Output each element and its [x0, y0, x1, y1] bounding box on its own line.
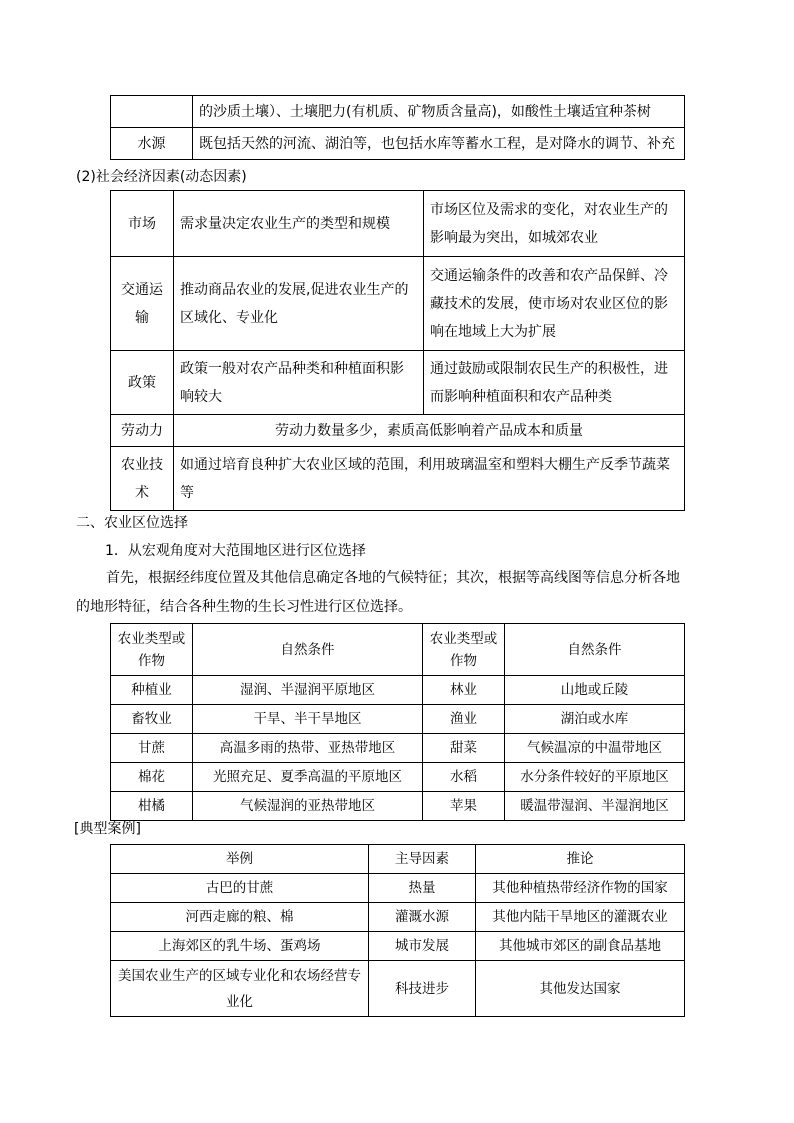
condition-cell: 湿润、半湿润平原地区 — [193, 676, 423, 705]
socio-economic-factors-table — [110, 190, 685, 511]
condition-cell: 暖温带湿润、半湿润地区 — [505, 792, 685, 821]
inference-cell: 其他发达国家 — [476, 961, 685, 1017]
table-row — [111, 191, 685, 257]
table-row — [111, 705, 685, 734]
example-cell: 上海郊区的乳牛场、蛋鸡场 — [111, 932, 369, 961]
crop-cell: 柑橘 — [111, 792, 193, 821]
case-heading: [典型案例] — [74, 821, 141, 837]
factor-effect-cell: 需求量决定农业生产的类型和规模 — [174, 191, 424, 257]
paragraph: 首先，根据经纬度位置及其他信息确定各地的气候特征；其次，根据等高线图等信息分析各地的地形特征，结合各种生物的生长习性进行区位选择。 — [76, 570, 680, 615]
condition-cell: 高温多雨的热带、亚热带地区 — [193, 734, 423, 763]
factor-desc-cell: 既包括天然的河流、湖泊等，也包括水库等蓄水工程，是对降水的调节、补充 — [193, 128, 685, 160]
factor-cell: 热量 — [369, 874, 476, 903]
header-cell: 推论 — [476, 845, 685, 874]
natural-factors-table-continued — [110, 95, 685, 160]
factor-name-cell: 水源 — [111, 128, 193, 160]
table-row — [111, 903, 685, 932]
condition-cell: 湖泊或水库 — [505, 705, 685, 734]
factor-effect-cell: 如通过培育良种扩大农业区域的范围，利用玻璃温室和塑料大棚生产反季节蔬菜等 — [174, 447, 685, 511]
condition-cell: 光照充足、夏季高温的平原地区 — [193, 763, 423, 792]
factor-cell: 科技进步 — [369, 961, 476, 1017]
table-header-row — [111, 845, 685, 874]
table-row — [111, 96, 685, 128]
table-row — [111, 792, 685, 821]
typical-cases-table — [110, 844, 685, 1017]
header-cell: 自然条件 — [193, 624, 423, 676]
factor-detail-cell: 通过鼓励或限制农民生产的积极性，进而影响种植面积和农产品种类 — [424, 351, 685, 415]
factor-name-cell: 交通运输 — [111, 257, 174, 351]
factor-cell: 灌溉水源 — [369, 903, 476, 932]
factor-detail-cell: 市场区位及需求的变化，对农业生产的影响最为突出，如城郊农业 — [424, 191, 685, 257]
table-row — [111, 676, 685, 705]
subsection-heading: 1．从宏观角度对大范围地区进行区位选择 — [105, 543, 366, 559]
section-heading-2: 二、农业区位选择 — [76, 515, 188, 531]
condition-cell: 干旱、半干旱地区 — [193, 705, 423, 734]
table-row — [111, 447, 685, 511]
factor-cell: 城市发展 — [369, 932, 476, 961]
factor-detail-cell: 交通运输条件的改善和农产品保鲜、冷藏技术的发展，使市场对农业区位的影响在地域上大为扩展 — [424, 257, 685, 351]
table-row — [111, 351, 685, 415]
table-row — [111, 128, 685, 160]
header-cell: 农业类型或作物 — [423, 624, 505, 676]
example-cell: 河西走廊的粮、棉 — [111, 903, 369, 932]
factor-effect-cell: 政策一般对农产品种类和种植面积影响较大 — [174, 351, 424, 415]
condition-cell: 气候温凉的中温带地区 — [505, 734, 685, 763]
crop-cell: 甜菜 — [423, 734, 505, 763]
factor-effect-cell: 推动商品农业的发展,促进农业生产的区域化、专业化 — [174, 257, 424, 351]
inference-cell: 其他种植热带经济作物的国家 — [476, 874, 685, 903]
table-row — [111, 763, 685, 792]
header-cell: 农业类型或作物 — [111, 624, 193, 676]
inference-cell: 其他内陆干旱地区的灌溉农业 — [476, 903, 685, 932]
factor-name-cell: 农业技术 — [111, 447, 174, 511]
condition-cell: 气候湿润的亚热带地区 — [193, 792, 423, 821]
crop-cell: 林业 — [423, 676, 505, 705]
crop-conditions-table — [110, 623, 685, 821]
factor-name-cell: 市场 — [111, 191, 174, 257]
crop-cell: 甘蔗 — [111, 734, 193, 763]
header-cell: 自然条件 — [505, 624, 685, 676]
crop-cell: 渔业 — [423, 705, 505, 734]
condition-cell: 山地或丘陵 — [505, 676, 685, 705]
crop-cell: 苹果 — [423, 792, 505, 821]
section-heading-social: (2)社会经济因素(动态因素) — [76, 169, 247, 185]
factor-name-cell: 劳动力 — [111, 415, 174, 447]
factor-desc-cell: 的沙质土壤）、土壤肥力(有机质、矿物质含量高)，如酸性土壤适宜种茶树 — [193, 96, 685, 128]
factor-name-cell: 政策 — [111, 351, 174, 415]
table-row — [111, 874, 685, 903]
table-row — [111, 932, 685, 961]
header-cell: 主导因素 — [369, 845, 476, 874]
header-cell: 举例 — [111, 845, 369, 874]
crop-cell: 水稻 — [423, 763, 505, 792]
inference-cell: 其他城市郊区的副食品基地 — [476, 932, 685, 961]
example-cell: 美国农业生产的区域专业化和农场经营专业化 — [111, 961, 369, 1017]
crop-cell: 棉花 — [111, 763, 193, 792]
table-row — [111, 257, 685, 351]
crop-cell: 畜牧业 — [111, 705, 193, 734]
table-row — [111, 961, 685, 1017]
table-row — [111, 734, 685, 763]
crop-cell: 种植业 — [111, 676, 193, 705]
factor-name-cell — [111, 96, 193, 128]
factor-effect-cell: 劳动力数量多少，素质高低影响着产品成本和质量 — [174, 415, 685, 447]
condition-cell: 水分条件较好的平原地区 — [505, 763, 685, 792]
table-header-row — [111, 624, 685, 676]
table-row — [111, 415, 685, 447]
example-cell: 古巴的甘蔗 — [111, 874, 369, 903]
